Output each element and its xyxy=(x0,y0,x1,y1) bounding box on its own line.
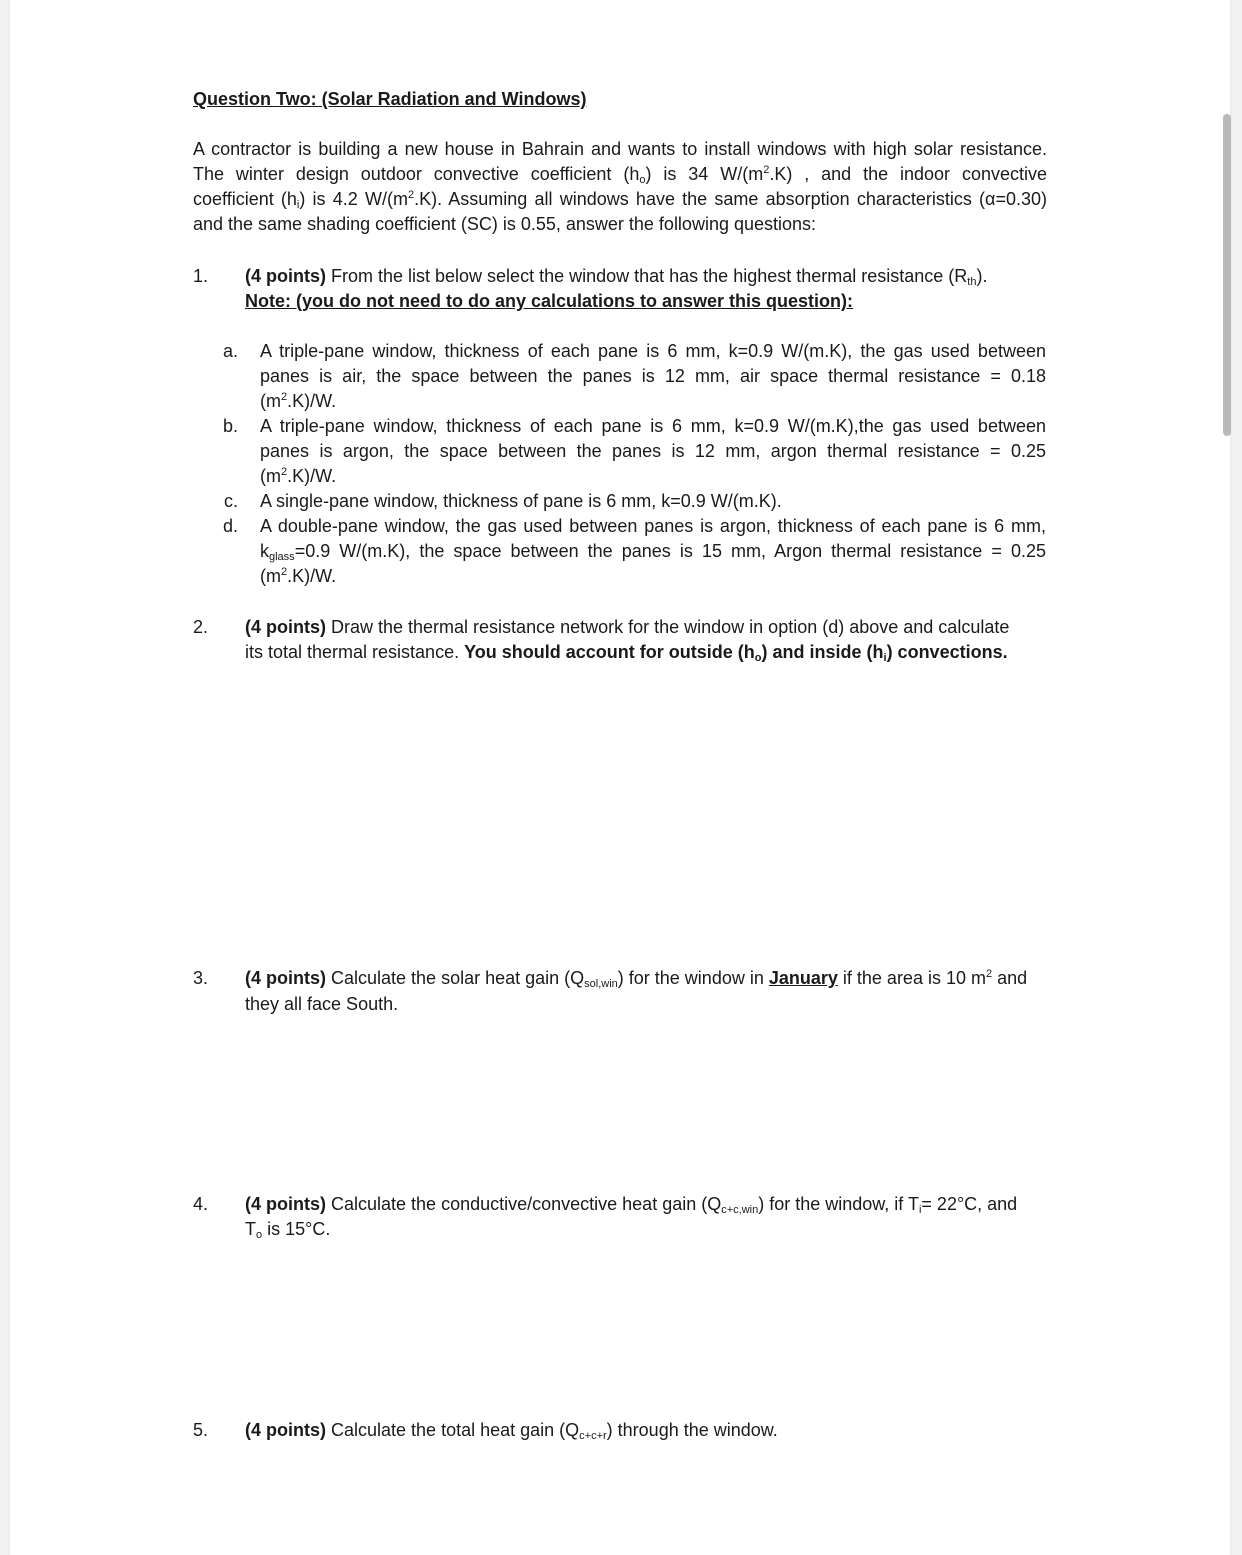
intro-line-1: A contractor is building a new house in Bahrain and wants to install windows with high solar resistance. xyxy=(193,139,1047,159)
intro-line-4: and the same shading coefficient (SC) is 0.55, answer the following questions: xyxy=(193,214,817,234)
question-3-line-1: (4 points) Calculate the solar heat gain $(Q_{sol,win})$ for the window in January if the area is 10 $m^2$ and xyxy=(245,968,1028,990)
question-2-line-1: (4 points) Draw the thermal resistance network for the window in option (d) above and calculate xyxy=(245,617,1010,637)
vertical-scrollbar[interactable] xyxy=(1223,114,1231,436)
option-d-line-2: $k_{glass}=0.9$ W/(m.K), the space between the panes is 15 mm, Argon thermal resistance = 0.25 xyxy=(260,541,1046,563)
question-5-line-1: (4 points) Calculate the total heat gain $(Q_{c+c+r})$ through the window. xyxy=(245,1420,778,1442)
option-c-letter: c. xyxy=(224,491,239,511)
option-b-line-1: A triple-pane window, thickness of each pane is 6 mm, k=0.9 W/(m.K),the gas used between xyxy=(260,416,1046,436)
page-title: Question Two: (Solar Radiation and Windows) xyxy=(193,89,587,109)
question-2-number: 2. xyxy=(193,617,209,637)
option-d-letter: d. xyxy=(223,516,239,536)
question-1-text: (4 points) From the list below select the window that has the highest thermal resistance $(R_{th})$. xyxy=(245,266,988,288)
question-4-line-2: $T_o$ is 15°C. xyxy=(245,1219,331,1241)
option-a-line-1: A triple-pane window, thickness of each pane is 6 mm, k=0.9 W/(m.K), the gas used between xyxy=(260,341,1046,361)
option-d-line-1: A double-pane window, the gas used between panes is argon, thickness of each pane is 6 mm, xyxy=(260,516,1046,536)
question-3-number: 3. xyxy=(193,968,209,988)
question-1-number: 1. xyxy=(193,266,209,286)
option-b-letter: b. xyxy=(223,416,239,436)
option-d-line-3: $(m^2.K)/W$. xyxy=(260,566,337,586)
option-a-line-2: panes is air, the space between the panes is 12 mm, air space thermal resistance = 0.18 xyxy=(260,366,1046,386)
question-4-line-1: (4 points) Calculate the conductive/convective heat gain $(Q_{c+c,win})$ for the window, if $T_i= 22^\circ C$, and xyxy=(245,1194,1018,1216)
question-4-number: 4. xyxy=(193,1194,209,1214)
option-c-line-1: A single-pane window, thickness of pane is 6 mm, k=0.9 W/(m.K). xyxy=(260,491,782,511)
question-1-note: Note: (you do not need to do any calculations to answer this question): xyxy=(245,291,854,311)
option-b-line-3: $(m^2.K)/W$. xyxy=(260,466,337,486)
option-a-letter: a. xyxy=(223,341,239,361)
question-2-line-2: its total thermal resistance. You should account for outside $(h_o)$ and inside $(h_i)$ convections. xyxy=(245,642,1008,664)
option-b-line-2: panes is argon, the space between the panes is 12 mm, argon thermal resistance = 0.25 xyxy=(260,441,1046,461)
option-a-line-3: $(m^2.K)/W$. xyxy=(260,391,337,411)
intro-line-2: The winter design outdoor convective coefficient $(h_o)$ is 34 $W/(m^2.K)$ , and the indoor convective xyxy=(193,164,1047,186)
intro-line-3: coefficient $(h_i)$ is 4.2 $W/(m^2.K)$. Assuming all windows have the same absorption characteristics (α=0.30) xyxy=(193,189,1047,211)
question-3-line-2: they all face South. xyxy=(245,994,399,1014)
question-5-number: 5. xyxy=(193,1420,209,1440)
